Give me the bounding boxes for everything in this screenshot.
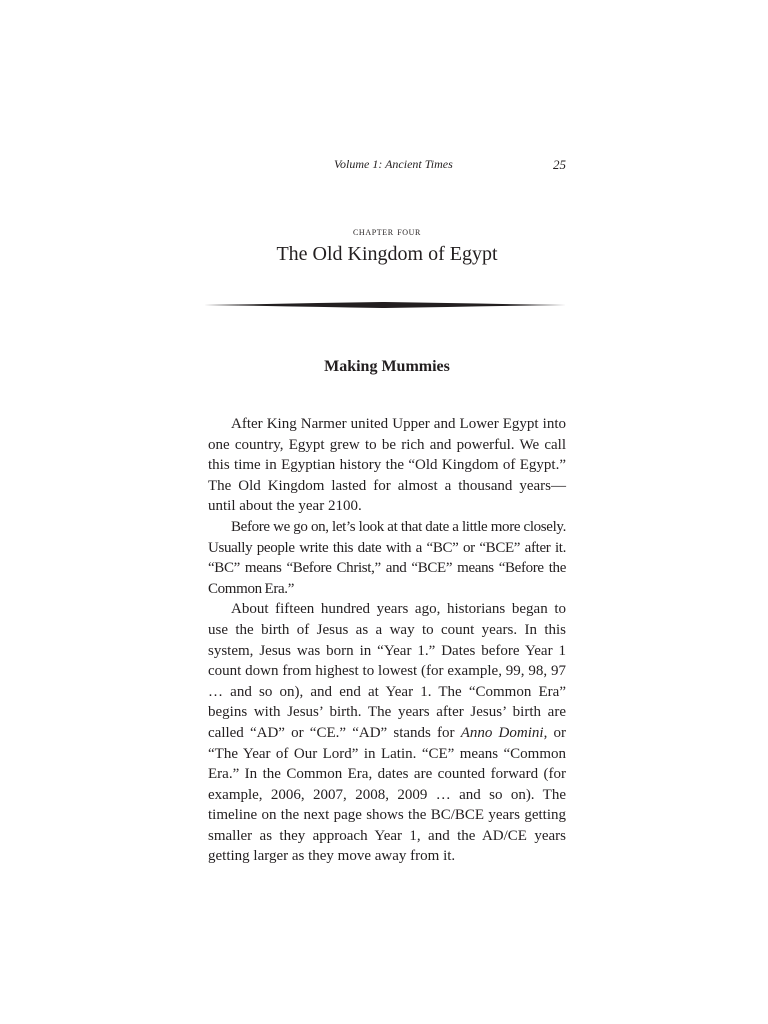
chapter-divider-ornament [204,298,566,312]
divider-swash [204,302,566,308]
paragraph-3-italic-term: Anno Domini [460,724,544,741]
paragraph-1: After King Narmer united Upper and Lower Egypt into one country, Egypt grew to be rich and powerful. We call this time in Egyptian history the “Old Kingdom of Egypt.” The Old Kingdom lasted for almost a thousand years—until about the year 2100. [208,416,566,515]
chapter-label: chapter four [353,224,421,238]
running-head-title: Volume 1: Ancient Times [334,157,453,171]
paragraph-3 [208,599,566,867]
paragraph-3-text-before: About fifteen hundred years ago, historians began to use the birth of Jesus as a way to count years. In this system, Jesus was born in “Year 1.” Dates before Year 1 count down from highest to lowest (for example, 99, 98, 97 … and so on), and end at Year 1. The “Common Era” begins with Jesus’ birth. The years after Jesus’ birth are called “AD” or “CE.” “AD” stands for [208,601,566,741]
section-heading: Making Mummies [324,358,450,375]
paragraph-3-text-after: , or “The Year of Our Lord” in Latin. “CE” means “Common Era.” In the Common Era, dates are counted forward (for example, 2006, 2007, 2008, 2009 … and so on). The timeline on the next page shows the BC/BCE years getting smaller as they approach Year 1, and the AD/CE years getting larger as they move away from it. [208,724,566,865]
page-number: 25 [553,157,566,172]
body-text [208,414,566,867]
chapter-title: The Old Kingdom of Egypt [276,243,498,265]
running-head [208,157,566,175]
paragraph-2: Before we go on, let’s look at that date a little more closely. Usually people write this date with a “BC” or “BCE” after it. “BC” means “Before Christ,” and “BCE” means “Before the Common Era.” [208,518,566,597]
